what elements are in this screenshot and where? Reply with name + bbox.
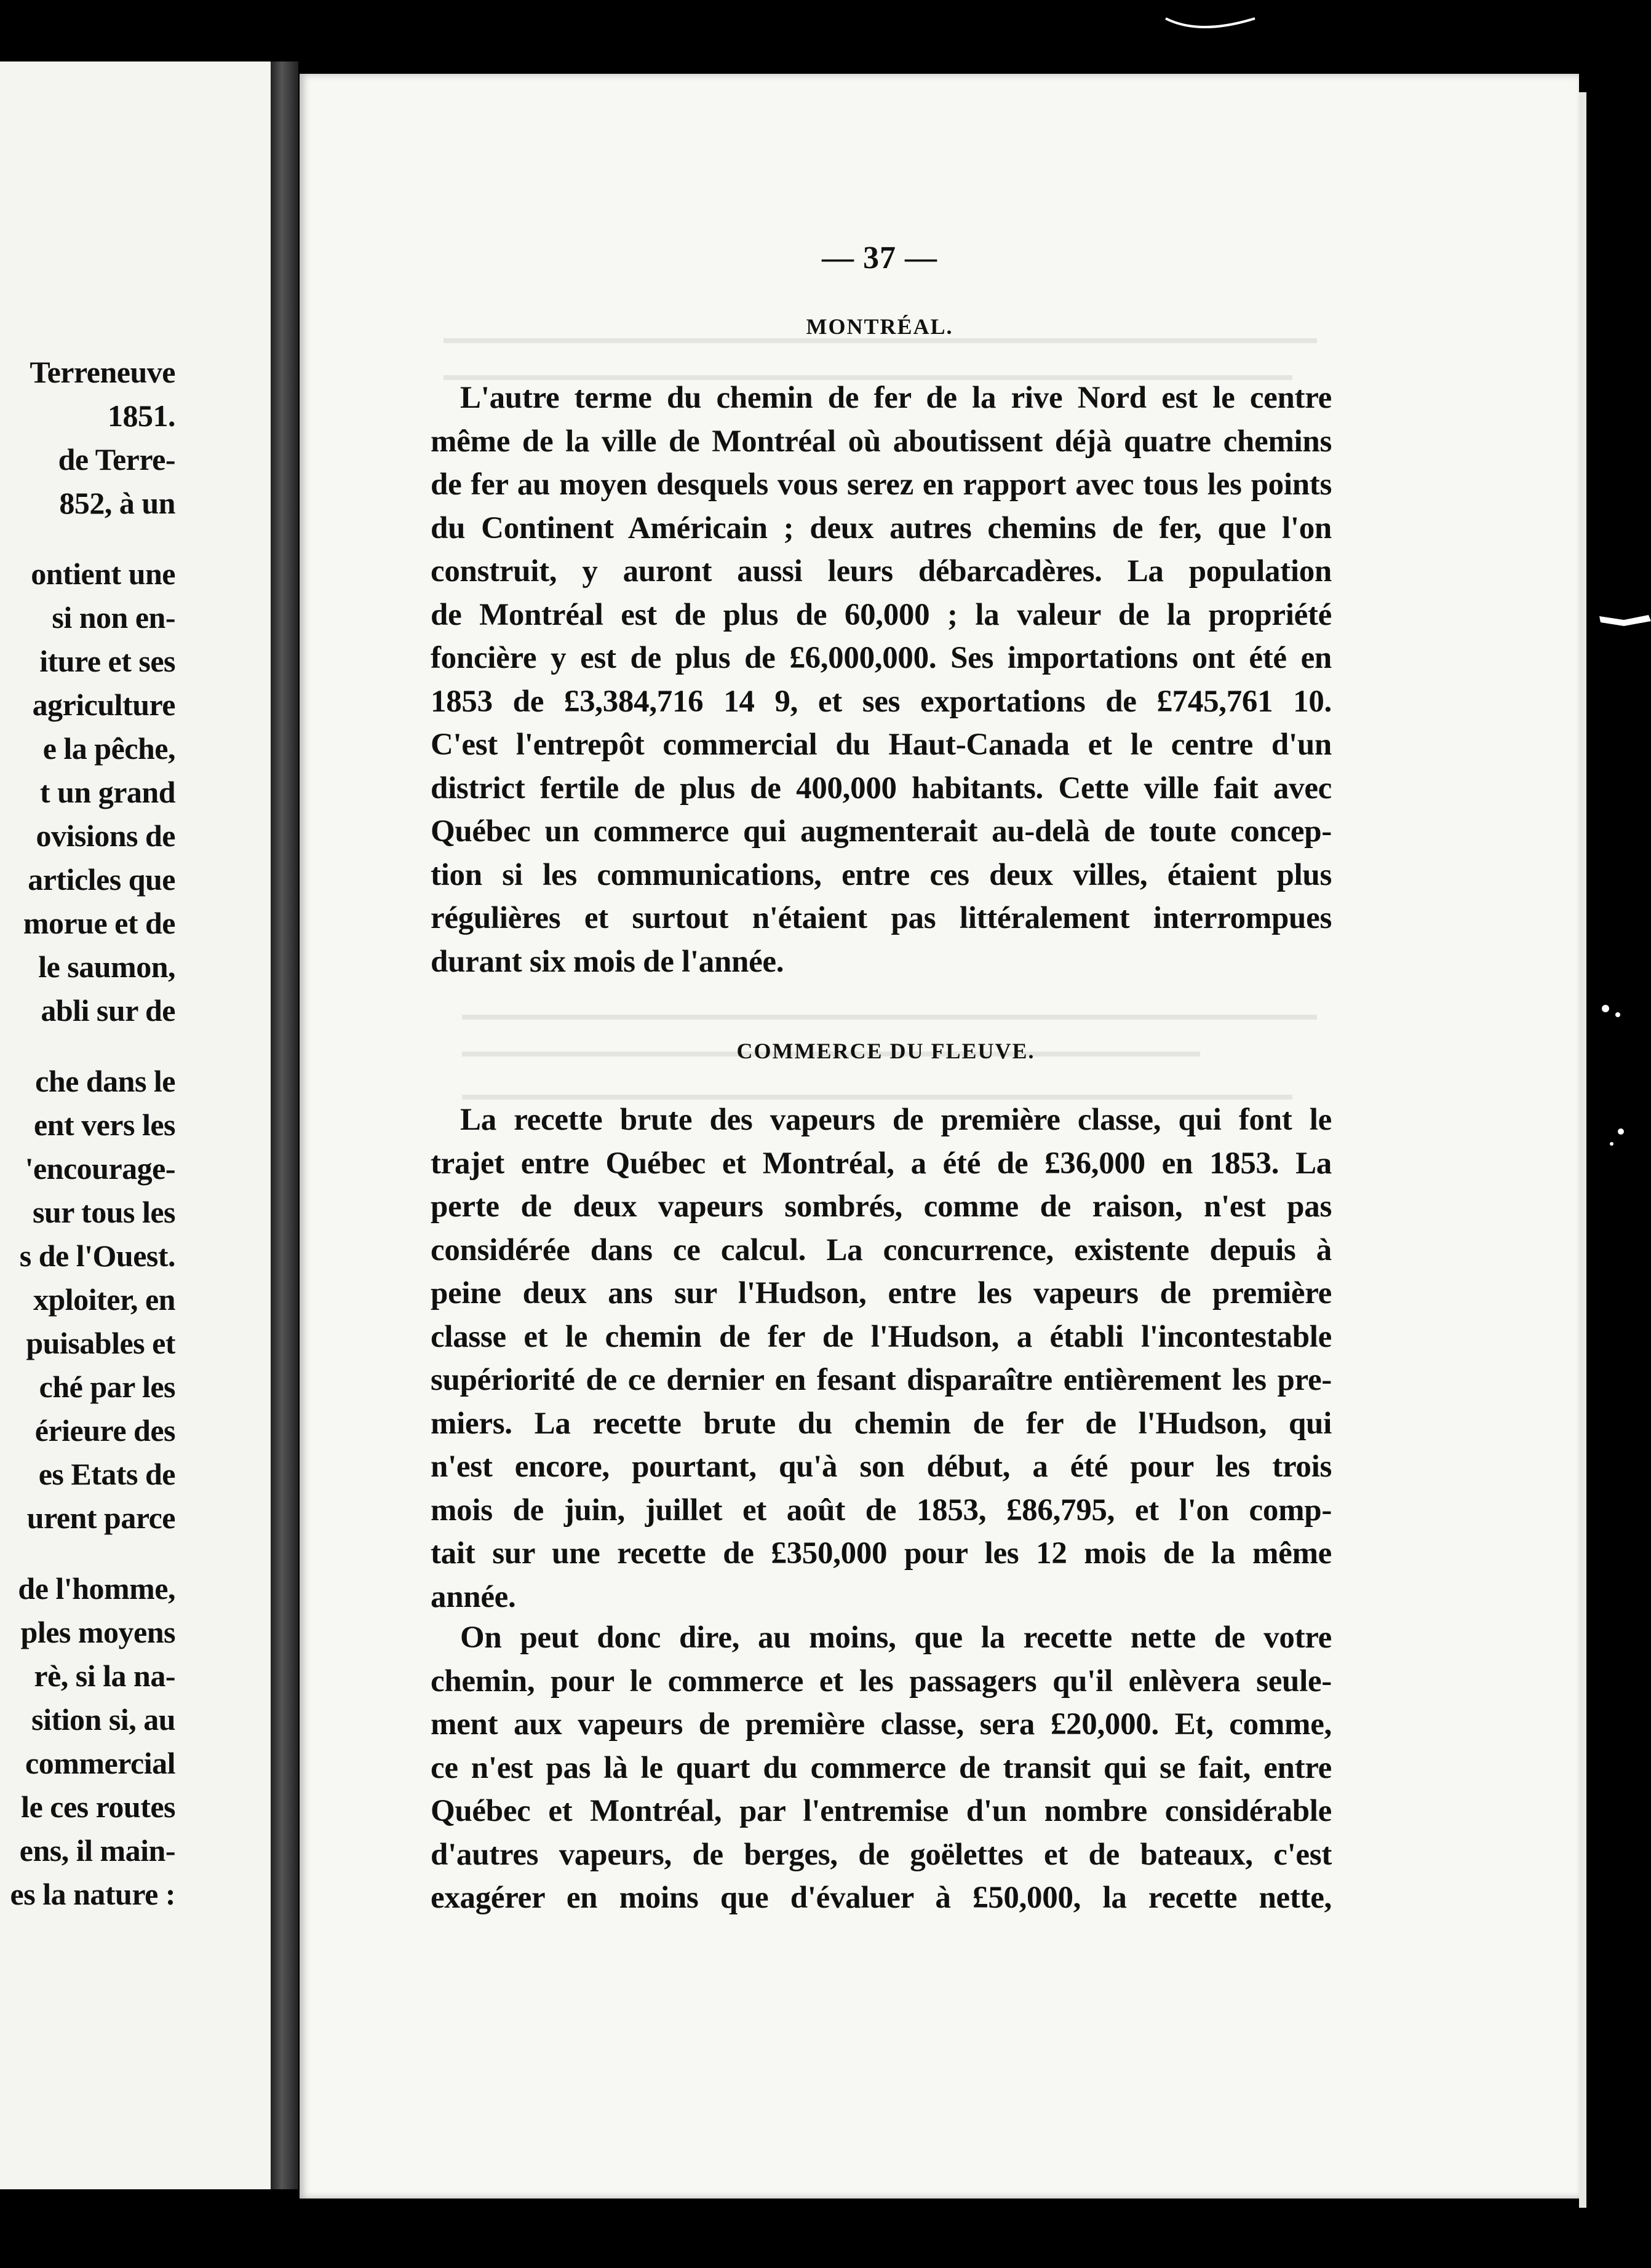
text-line: supériorité de ce dernier en fesant disparaître entièrement les pre- — [431, 1363, 1332, 1397]
text-line: du Continent Américain ; deux autres chemins de fer, que l'on — [431, 510, 1332, 545]
section-heading-commerce: COMMERCE DU FLEUVE. — [736, 1039, 1035, 1063]
text-line: ment aux vapeurs de première classe, sera £20,000. Et, comme, — [431, 1707, 1332, 1742]
page-edge — [1579, 92, 1586, 2208]
text-line: considérée dans ce calcul. La concurrence, existente depuis à — [431, 1232, 1332, 1267]
text-line: e la pêche, — [42, 731, 175, 766]
text-line: iture et ses — [39, 644, 175, 678]
book-gutter — [271, 61, 298, 2189]
text-line: de Terre- — [58, 442, 175, 477]
text-line: 1853 de £3,384,716 14 9, et ses exportations de £745,761 10. — [431, 684, 1332, 719]
text-line: ples moyens — [20, 1615, 175, 1649]
paragraph-gap — [0, 1033, 175, 1060]
text-line: ens, il main- — [19, 1833, 175, 1868]
text-line: che dans le — [35, 1064, 175, 1098]
text-line: régulières et surtout n'étaient pas littéralement interrompues — [431, 901, 1332, 935]
paragraph-gap — [0, 525, 175, 552]
text-line: xploiter, en — [33, 1282, 175, 1317]
text-line: peine deux ans sur l'Hudson, entre les vapeurs de première — [431, 1276, 1332, 1310]
text-line: 1851. — [108, 398, 175, 433]
text-line: articles que — [28, 862, 175, 897]
text-line: t un grand — [39, 775, 175, 809]
text-line: puisables et — [26, 1326, 175, 1360]
section-heading-montreal: MONTRÉAL. — [806, 314, 953, 339]
text-line: exagérer en moins que d'évaluer à £50,000, la recette nette, — [431, 1881, 1332, 1915]
text-line: ce n'est pas là le quart du commerce de transit qui se fait, entre — [431, 1750, 1332, 1785]
paragraph-commerce-2 — [431, 1616, 1332, 1920]
text-line: perte de deux vapeurs sombrés, comme de raison, n'est pas — [431, 1189, 1332, 1224]
text-line: tait sur une recette de £350,000 pour les 12 mois de la même — [431, 1536, 1332, 1571]
paragraph-commerce-1 — [431, 1098, 1332, 1619]
text-line: urent parce — [26, 1501, 175, 1535]
text-line: agriculture — [32, 688, 175, 722]
text-line: es Etats de — [38, 1457, 175, 1491]
scan-specks — [1587, 615, 1651, 1168]
text-line: ent vers les — [33, 1108, 175, 1142]
text-line: mois de juin, juillet et août de 1853, £86,795, et l'on comp- — [431, 1493, 1332, 1528]
text-line: s de l'Ouest. — [19, 1239, 175, 1273]
text-line: le ces routes — [21, 1790, 175, 1824]
text-line: 852, à un — [59, 486, 175, 520]
text-line: foncière y est de plus de £6,000,000. Ses importations ont été en — [431, 641, 1332, 675]
text-line: ché par les — [39, 1370, 175, 1404]
page-number: — 37 — — [822, 240, 937, 276]
text-line: de fer au moyen desquels vous serez en rapport avec tous les points — [431, 467, 1332, 502]
text-line: L'autre terme du chemin de fer de la rive Nord est le centre — [460, 381, 1332, 415]
text-line: érieure des — [34, 1413, 175, 1448]
text-line: morue et de — [23, 906, 175, 940]
text-line: année. — [431, 1579, 516, 1614]
paragraph-montreal — [431, 376, 1332, 983]
text-line: Québec un commerce qui augmenterait au-delà de toute concep- — [431, 814, 1332, 849]
text-line: tion si les communications, entre ces deux villes, étaient plus — [431, 857, 1332, 892]
text-line: commercial — [25, 1746, 175, 1780]
text-line: sur tous les — [32, 1195, 175, 1229]
text-line: classe et le chemin de fer de l'Hudson, a établi l'incontestable — [431, 1319, 1332, 1354]
text-line: ovisions de — [36, 819, 175, 853]
text-line: même de la ville de Montréal où aboutissent déjà quatre chemins — [431, 424, 1332, 459]
scan-mark — [1163, 6, 1261, 37]
text-line: construit, y auront aussi leurs débarcadères. La population — [431, 554, 1332, 589]
text-line: le saumon, — [38, 950, 175, 984]
text-line: d'autres vapeurs, de berges, de goëlettes et de bateaux, c'est — [431, 1837, 1332, 1872]
text-line: rè, si la na- — [34, 1659, 175, 1693]
text-line: de l'homme, — [18, 1571, 175, 1606]
text-line: si non en- — [52, 600, 175, 635]
text-line: district fertile de plus de 400,000 habitants. Cette ville fait avec — [431, 771, 1332, 806]
text-line: chemin, pour le commerce et les passagers qu'il enlèvera seule- — [431, 1663, 1332, 1699]
text-line: trajet entre Québec et Montréal, a été de £36,000 en 1853. La — [431, 1146, 1332, 1181]
text-line: Québec et Montréal, par l'entremise d'un nombre considérable — [431, 1794, 1332, 1828]
text-line: n'est encore, pourtant, qu'à son début, a été pour les trois — [431, 1449, 1332, 1484]
text-line: C'est l'entrepôt commercial du Haut-Canada et le centre d'un — [431, 728, 1332, 762]
text-line: On peut donc dire, au moins, que la recette nette de votre — [460, 1620, 1332, 1655]
text-line: ontient une — [31, 557, 175, 591]
text-line: de Montréal est de plus de 60,000 ; la valeur de la propriété — [431, 597, 1332, 632]
text-line: sition si, au — [31, 1702, 175, 1737]
paragraph-gap — [0, 1540, 175, 1567]
text-line: durant six mois de l'année. — [431, 944, 784, 979]
previous-page-text — [0, 351, 175, 1916]
text-line: 'encourage- — [25, 1151, 175, 1186]
text-line: abli sur de — [41, 993, 175, 1028]
previous-page — [0, 61, 271, 2189]
text-line: La recette brute des vapeurs de première classe, qui font le — [460, 1103, 1332, 1137]
text-line: es la nature : — [10, 1877, 175, 1911]
text-line: miers. La recette brute du chemin de fer de l'Hudson, qui — [431, 1406, 1332, 1441]
text-line: Terreneuve — [30, 355, 175, 389]
